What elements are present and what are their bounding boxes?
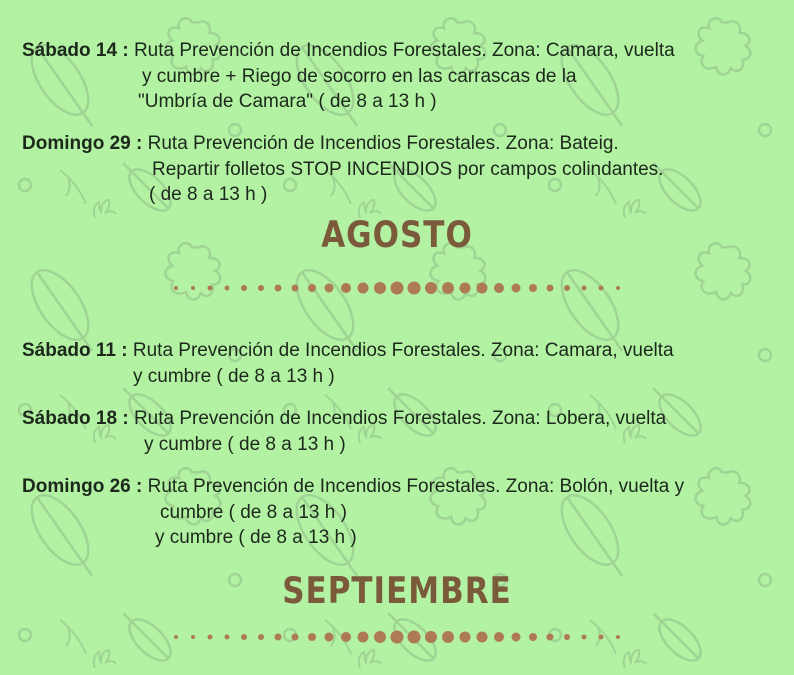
event-date: Domingo 26 : — [22, 476, 143, 497]
event-text: y cumbre ( de 8 a 13 h ) — [144, 433, 346, 455]
event-sabado-11 — [22, 338, 674, 389]
event-text: y cumbre + Riego de socorro en las carrascas de la — [142, 65, 577, 87]
event-line — [22, 131, 663, 157]
event-text: Ruta Prevención de Incendios Forestales. Zona: Camara, vuelta — [133, 40, 675, 61]
event-line — [22, 406, 666, 432]
event-domingo-26 — [22, 474, 684, 551]
event-date: Domingo 29 : — [22, 133, 143, 154]
event-line — [22, 38, 675, 64]
event-domingo-29 — [22, 131, 663, 208]
event-text: Ruta Prevención de Incendios Forestales. Zona: Camara, vuelta — [132, 340, 674, 361]
event-sabado-14 — [22, 38, 675, 115]
event-line — [22, 474, 684, 500]
event-line — [22, 338, 674, 364]
month-heading-septiembre: SEPTIEMBRE — [282, 569, 512, 613]
event-sabado-18 — [22, 406, 666, 457]
dotted-divider — [168, 629, 626, 645]
event-date: Sábado 14 : — [22, 40, 129, 61]
event-text: Ruta Prevención de Incendios Forestales. Zona: Bolón, vuelta y — [147, 476, 685, 497]
event-text: y cumbre ( de 8 a 13 h ) — [155, 527, 357, 548]
event-text: y cumbre ( de 8 a 13 h ) — [133, 365, 335, 387]
dotted-divider — [168, 280, 626, 296]
event-text: cumbre ( de 8 a 13 h ) — [160, 501, 347, 523]
event-date: Sábado 18 : — [22, 408, 129, 429]
event-text: ( de 8 a 13 h ) — [149, 184, 268, 205]
event-date: Sábado 11 : — [22, 340, 128, 361]
event-text: "Umbría de Camara" ( de 8 a 13 h ) — [138, 91, 437, 112]
month-heading-agosto: AGOSTO — [321, 213, 473, 257]
event-text: Ruta Prevención de Incendios Forestales. Zona: Bateig. — [147, 133, 619, 154]
event-text: Ruta Prevención de Incendios Forestales. Zona: Lobera, vuelta — [133, 408, 667, 429]
event-text: Repartir folletos STOP INCENDIOS por campos colindantes. — [152, 158, 664, 180]
